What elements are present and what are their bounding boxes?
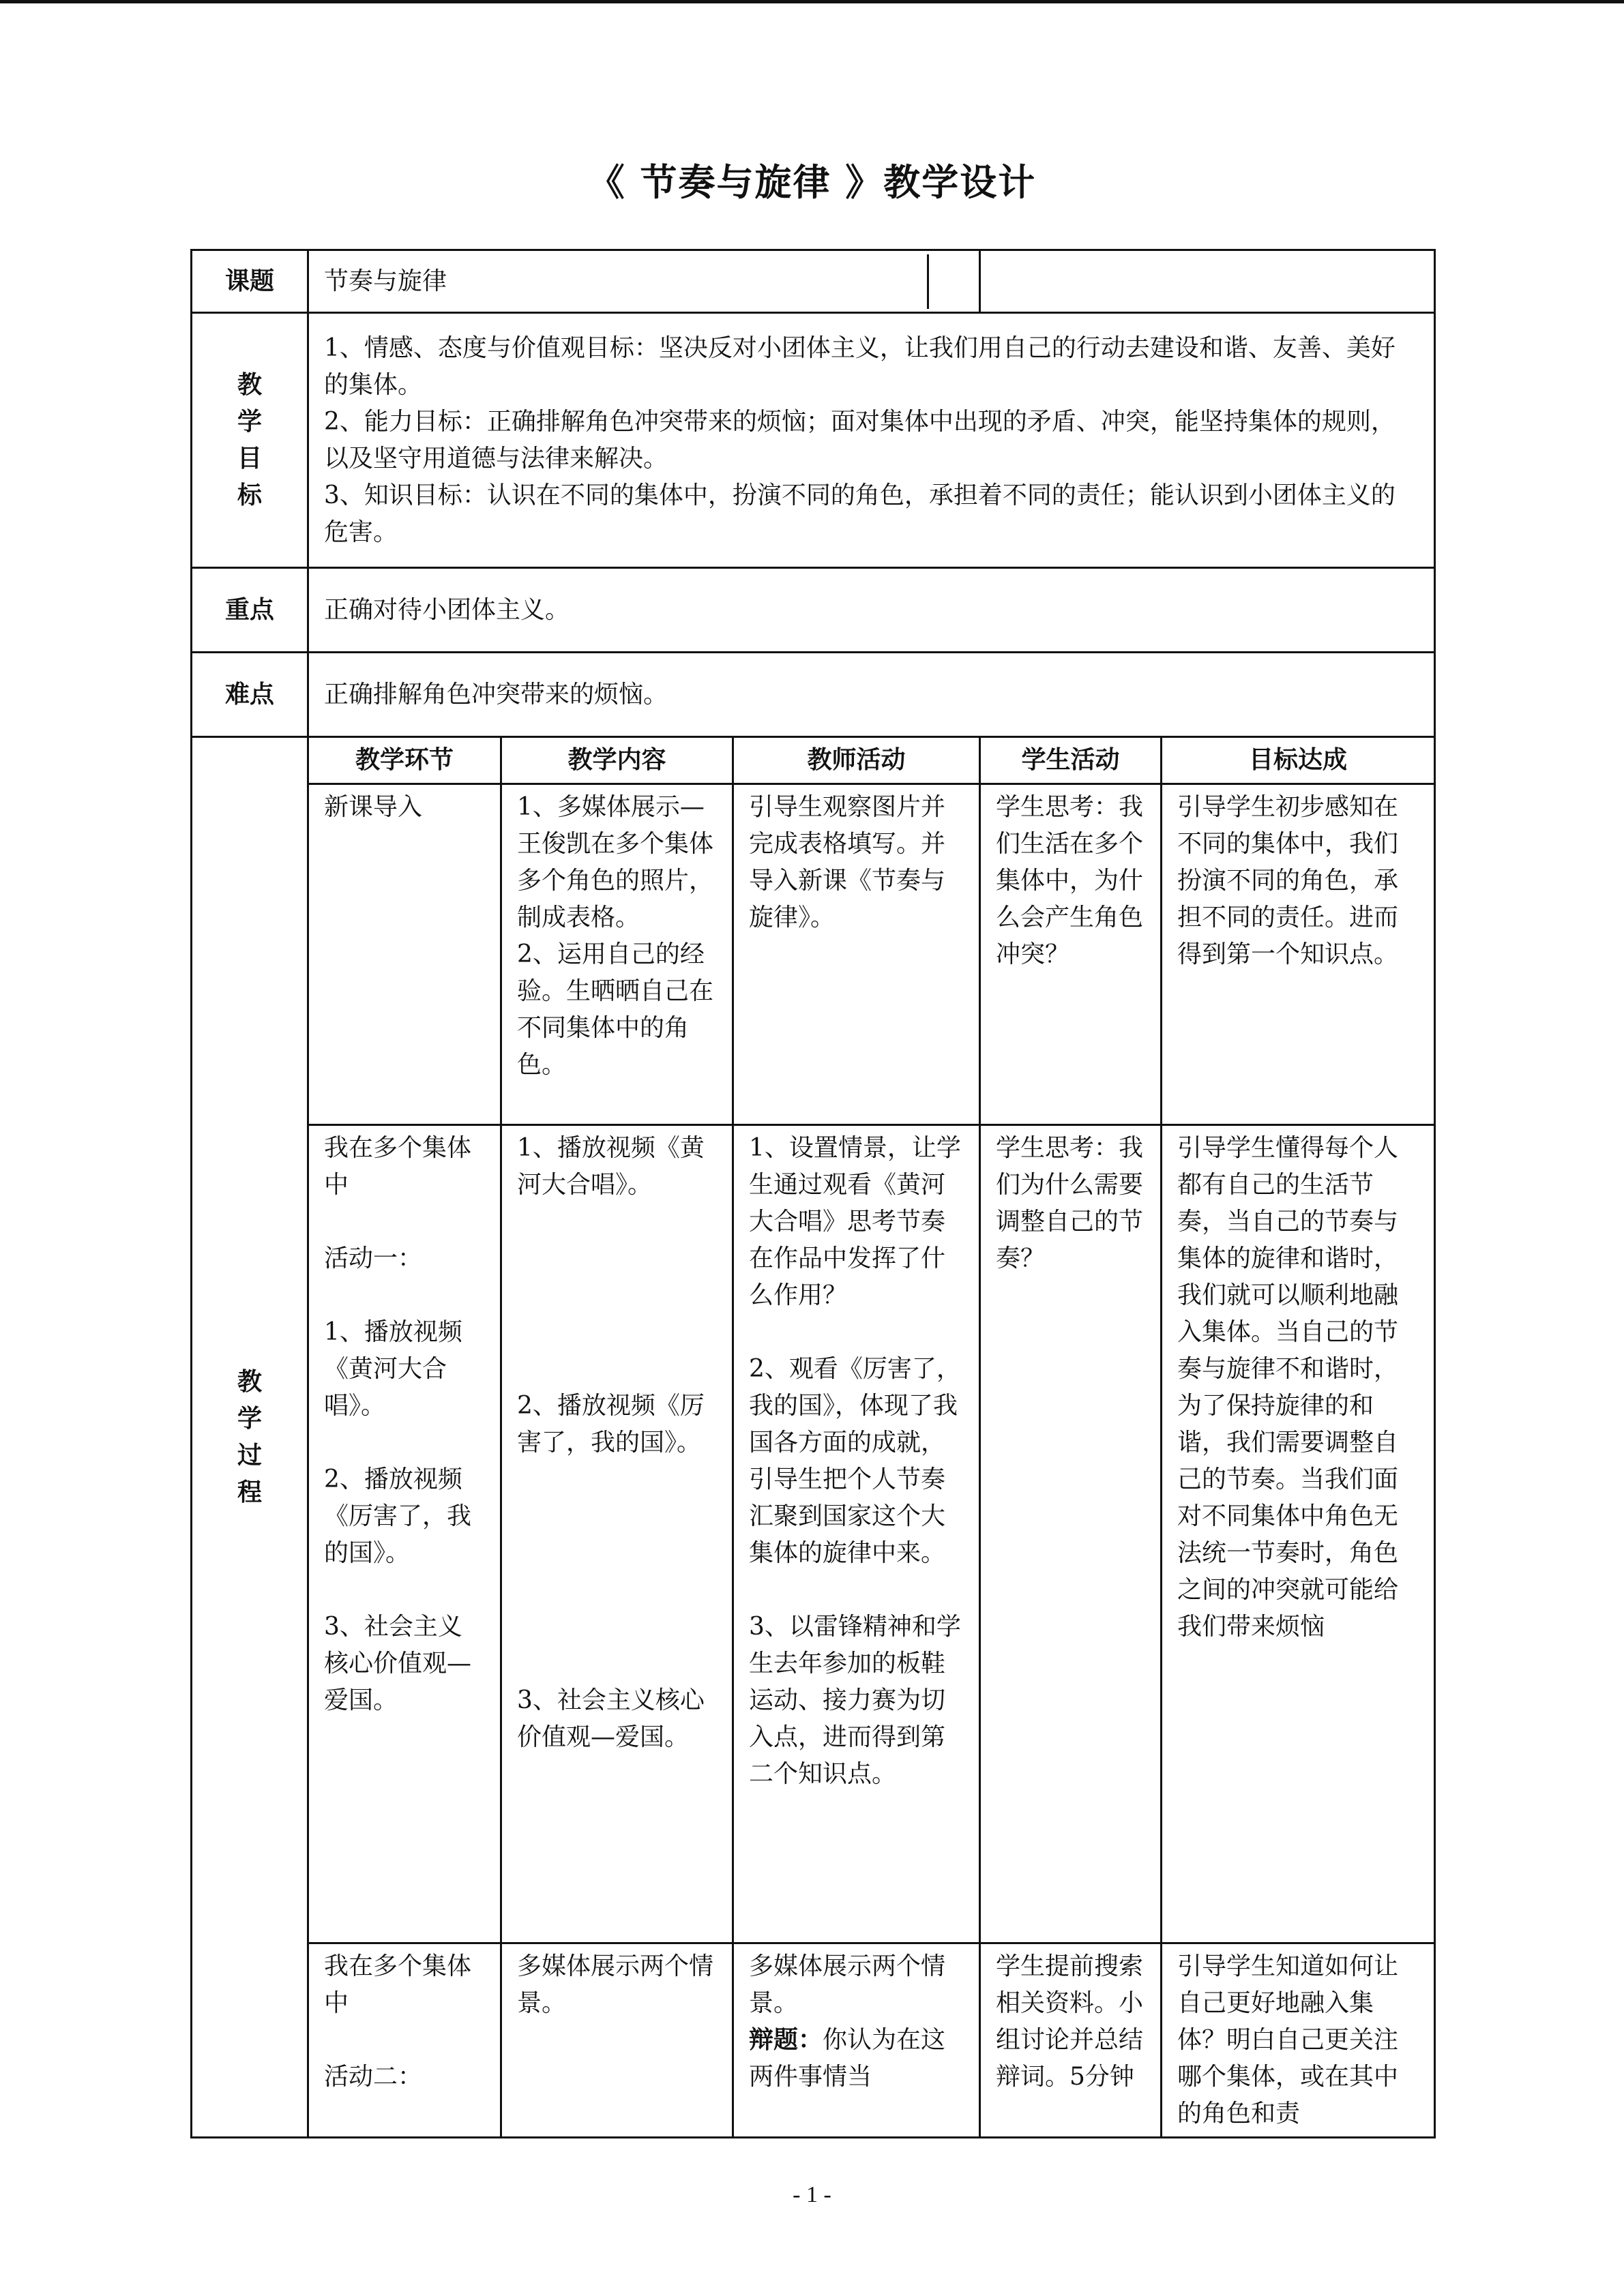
row2-stage: 我在多个集体中 活动一： 1、播放视频《黄河大合唱》。 2、播放视频《厉害了，我的国》。 3、社会主义核心价值观—爱国。 — [308, 1125, 501, 1943]
process-label: 教 学 过 程 — [192, 737, 308, 2138]
row2-goal: 引导学生懂得每个人都有自己的生活节奏，当自己的节奏与集体的旋律和谐时，我们就可以顺利地融入集体。当自己的节奏与旋律不和谐时，为了保持旋律的和谐，我们需要调整自己的节奏。当我们面对不同集体中角色无法统一节奏时，角色之间的冲突就可能给我们带来烦恼 — [1162, 1125, 1435, 1943]
topic-row — [192, 250, 1435, 313]
topic-label: 课题 — [192, 250, 308, 313]
debate-label: 辩题： — [749, 2026, 823, 2054]
process-row-activity-2 — [192, 1943, 1435, 2138]
row3-stage: 我在多个集体中 活动二： — [308, 1943, 501, 2138]
row2-teacher: 1、设置情景，让学生通过观看《黄河大合唱》思考节奏在作品中发挥了什么作用？ 2、观看《厉害了，我的国》，体现了我国各方面的成就，引导生把个人节奏汇聚到国家这个大集体的旋律中来。 3、以雷锋精神和学生去年参加的板鞋运动、接力赛为切入点，进而得到第二个知识点。 — [733, 1125, 980, 1943]
lesson-plan-table — [190, 249, 1436, 2138]
topic-value-text: 节奏与旋律 — [324, 267, 447, 295]
process-row-activity-1 — [192, 1125, 1435, 1943]
page-title: 《 节奏与旋律 》教学设计 — [587, 161, 1037, 204]
objectives-row — [192, 313, 1435, 568]
objectives-text — [308, 313, 1435, 568]
key-point-label: 重点 — [192, 568, 308, 653]
row1-teacher: 引导生观察图片并完成表格填写。并导入新课《节奏与旋律》。 — [733, 784, 980, 1125]
row3-content: 多媒体展示两个情景。 — [501, 1943, 733, 2138]
header-goal: 目标达成 — [1162, 737, 1435, 784]
header-content: 教学内容 — [501, 737, 733, 784]
process-row-intro — [192, 784, 1435, 1125]
difficulty-value: 正确排解角色冲突带来的烦恼。 — [308, 653, 1435, 737]
row1-goal: 引导学生初步感知在不同的集体中，我们扮演不同的角色，承担不同的责任。进而得到第一个知识点。 — [1162, 784, 1435, 1125]
top-border-rule — [0, 0, 1624, 3]
difficulty-row — [192, 653, 1435, 737]
row2-student: 学生思考：我们为什么需要调整自己的节奏？ — [980, 1125, 1162, 1943]
key-point-value: 正确对待小团体主义。 — [308, 568, 1435, 653]
key-point-row — [192, 568, 1435, 653]
difficulty-label: 难点 — [192, 653, 308, 737]
blank-cell-1 — [927, 254, 1090, 309]
row2-content: 1、播放视频《黄河大合唱》。 2、播放视频《厉害了，我的国》。 3、社会主义核心价值观—爱国。 — [501, 1125, 733, 1943]
row3-student: 学生提前搜索相关资料。小组讨论并总结辩词。5分钟 — [980, 1943, 1162, 2138]
row3-teacher: 多媒体展示两个情景。 辩题：你认为在这两件事情当 — [733, 1943, 980, 2138]
topic-value — [308, 250, 980, 313]
page-number: - 1 - — [793, 2182, 831, 2207]
header-stage: 教学环节 — [308, 737, 501, 784]
objective-3: 3、知识目标：认识在不同的集体中，扮演不同的角色，承担着不同的责任；能认识到小团体主义的危害。 — [324, 481, 1396, 546]
process-header-row — [192, 737, 1435, 784]
row1-student: 学生思考：我们生活在多个集体中，为什么会产生角色冲突？ — [980, 784, 1162, 1125]
header-student: 学生活动 — [980, 737, 1162, 784]
objective-2: 2、能力目标：正确排解角色冲突带来的烦恼；面对集体中出现的矛盾、冲突，能坚持集体的规则，以及坚守用道德与法律来解决。 — [324, 407, 1396, 473]
row3-goal: 引导学生知道如何让自己更好地融入集体？明白自己更关注哪个集体，或在其中的角色和责 — [1162, 1943, 1435, 2138]
objectives-label: 教 学 目 标 — [192, 313, 308, 568]
objective-1: 1、情感、态度与价值观目标：坚决反对小团体主义，让我们用自己的行动去建设和谐、友善、美好的集体。 — [324, 333, 1396, 399]
row1-stage: 新课导入 — [308, 784, 501, 1125]
row1-content: 1、多媒体展示—王俊凯在多个集体多个角色的照片，制成表格。 2、运用自己的经验。生晒晒自己在不同集体中的角色。 — [501, 784, 733, 1125]
header-teacher: 教师活动 — [733, 737, 980, 784]
